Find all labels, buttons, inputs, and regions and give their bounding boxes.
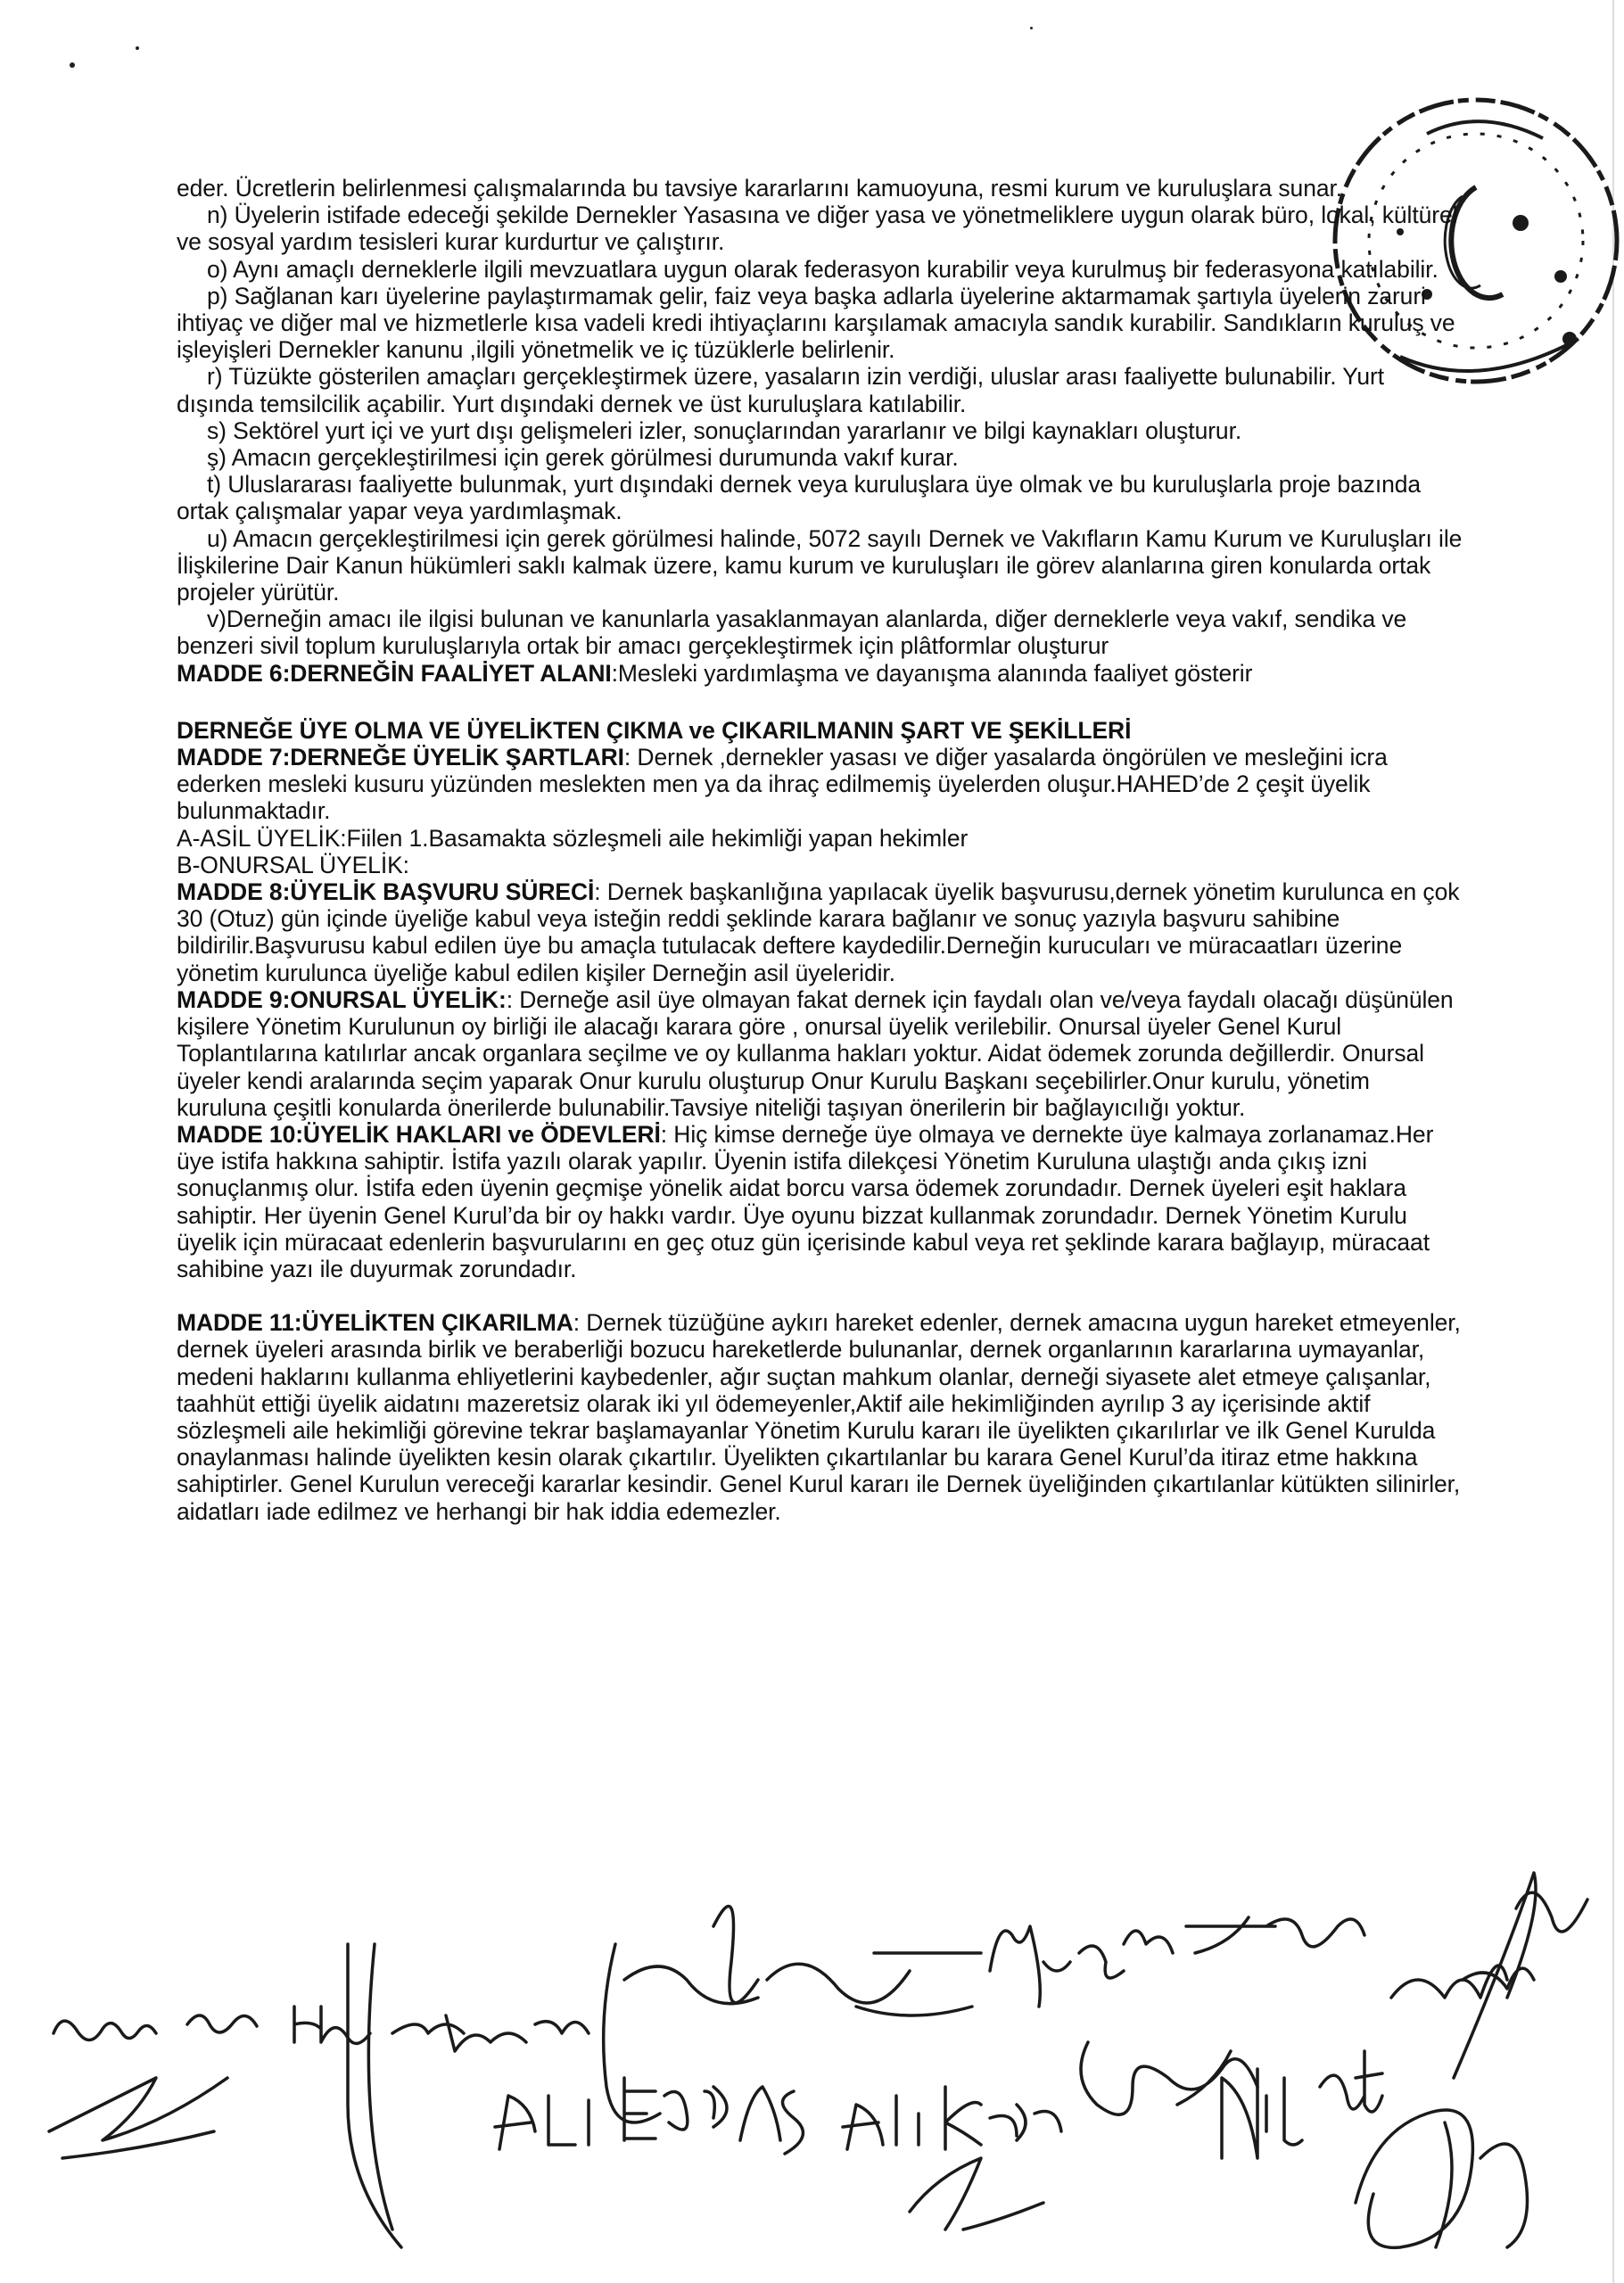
paragraph: u) Amacın gerçekleştirilmesi için gerek görülmesi halinde, 5072 sayılı Dernek ve Vakıfların Kamu Kurum ve Kuruluşları ile İlişkilerine Dair Kanun hükümleri saklı kalmak üzere, kamu kurum ve kuruluşları ile görev alanlarına giren konularda ortak projeler yürütür.	[177, 524, 1463, 606]
signature	[1356, 2110, 1528, 2247]
scan-speck	[136, 46, 139, 50]
paragraph: v)Derneğin amacı ile ilgisi bulunan ve kanunlarla yasaklanmayan alanlarda, diğer derneklerle veya vakıf, sendika ve benzeri sivil toplum kuruluşlarıyla ortak bir amacı gerçekleştirmek için plâtformlar oluşturur	[177, 606, 1407, 660]
document-body	[177, 175, 1465, 1525]
article-text: : Derneğe asil üye olmayan fakat dernek için faydalı olan ve/veya faydalı olacağı düşünülen kişilere Yönetim Kurulunun oy birliği ile alacağı karara göre , onursal üyelik verilebilir. Onursal üyeler Genel Kurul Toplantılarına katılırlar ancak organlara seçilme ve oy kullanma hakları yoktur. Aidat ödemek zorunda değillerdir. Onursal üyeler kendi aralarında seçim yaparak Onur kurulu oluşturup Onur Kurulu Başkanı seçebilirler.Onur kurulu, yönetim kuruluna çeşitli konularda önerilerde bulunabilir.Tavsiye niteliği taşıyan önerilerin bir bağlayıcılığı yoktur.	[177, 985, 1454, 1121]
paragraph: n) Üyelerin istifade edeceği şekilde Dernekler Yasasına ve diğer yasa ve yönetmeliklere uygun olarak büro, lokal, kültürel ve sosyal yardım tesisleri kurar kurdurtur ve çalıştırır.	[177, 202, 1458, 256]
article-text: : Dernek başkanlığına yapılacak üyelik başvurusu,dernek yönetim kurulunca en çok 30 (Otuz) gün içinde üyeliğe kabul veya isteğin reddi şeklinde karara bağlanır ve sonuç yazıyla başvuru sahibine bildirilir.Başvurusu kabul edilen üye bu amaçla tutulacak deftere kaydedilir.Derneğin kurucuları ve müracaatları üzerine yönetim kurulunca üyeliğe kabul edilen kişiler Derneğin asil üyeleridir.	[177, 878, 1460, 986]
signature	[1081, 2042, 1257, 2114]
signature	[843, 2087, 1061, 2149]
article-heading: MADDE 8:ÜYELİK BAŞVURU SÜRECİ	[177, 878, 595, 906]
membership-type-a: A-ASİL ÜYELİK:Fiilen 1.Basamakta sözleşmeli aile hekimliği yapan hekimler	[177, 824, 969, 852]
article-heading: MADDE 6:DERNEĞİN FAALİYET ALANI	[177, 659, 612, 687]
scan-speck	[1030, 27, 1033, 29]
paragraph: t) Uluslararası faaliyette bulunmak, yurt dışındaki dernek veya kuruluşlara üye olmak ve bu kuruluşlarla proje bazında ortak çalışmalar yapar veya yardımlaşmak.	[177, 471, 1421, 525]
article-text: : Hiç kimse derneğe üye olmaya ve dernekte üye kalmaya zorlanamaz.Her üye istifa hakkına sahiptir. İstifa yazılı olarak yapılır. Üyenin istifa dilekçesi Yönetim Kuruluna ulaştığı anda çıkış izni sonuçlanmış olur. İstifa eden üyenin geçmişe yönelik aidat borcu varsa ödemek zorundadır. Dernek üyeleri eşit haklara sahiptir. Her üyenin Genel Kurul’da bir oy hakkı vardır. Üye oyunu bizzat kullanmak zorundadır. Dernek Yönetim Kurulu üyelik için müracaat edenlerin başvurularını en geç otuz gün içerisinde kabul veya ret şeklinde karara bağlayıp, müracaat sahibine yazı ile duyurmak zorundadır.	[177, 1120, 1434, 1282]
signature	[990, 1917, 1364, 2007]
signature	[294, 2007, 589, 2051]
paragraph: s) Sektörel yurt içi ve yurt dışı gelişmeleri izler, sonuçlarından yararlanır ve bilgi kaynakları oluşturur.	[207, 416, 1242, 444]
article-8	[177, 878, 1465, 986]
paragraph: r) Tüzükte gösterilen amaçları gerçekleştirmek üzere, yasaların izin verdiği, uluslar arası faaliyette bulunabilir. Yurt dışında temsilcilik açabilir. Yurt dışındaki dernek ve üst kuruluşlara katılabilir.	[177, 363, 1384, 417]
article-10	[177, 1121, 1465, 1282]
paragraph: ş) Amacın gerçekleştirilmesi için gerek görülmesi durumunda vakıf kurar.	[207, 444, 959, 472]
membership-type-b: B-ONURSAL ÜYELİK:	[177, 851, 409, 878]
signature	[54, 2021, 156, 2040]
paragraph: eder. Ücretlerin belirlenmesi çalışmalarında bu tavsiye kararlarını kamuoyuna, resmi kurum ve kuruluşlara sunar.	[177, 175, 1342, 202]
article-heading: MADDE 7:DERNEĞE ÜYELİK ŞARTLARI	[177, 744, 624, 771]
article-heading: MADDE 9:ONURSAL ÜYELİK:	[177, 985, 507, 1013]
signature	[49, 2078, 227, 2158]
signature	[495, 2078, 803, 2154]
article-7	[177, 744, 1465, 825]
section-title: DERNEĞE ÜYE OLMA VE ÜYELİKTEN ÇIKMA ve ÇIKARILMANIN ŞART VE ŞEKİLLERİ	[177, 716, 1132, 744]
signature	[604, 1907, 981, 2123]
article-text: :Mesleki yardımlaşma ve dayanışma alanında faaliyet gösterir	[611, 659, 1253, 687]
article-heading: MADDE 11:ÜYELİKTEN ÇIKARILMA	[177, 1309, 573, 1337]
article-text: : Dernek tüzüğüne aykırı hareket edenler, dernek amacına uygun hareket etmeyenler, dernek üyeleri arasında birlik ve beraberliği bozucu hareketlerde bulunanlar, dernek organlarının kararlarına uymayanlar, medeni haklarını kullanma ehliyetlerini kaybedenler, ağır suçtan mahkum olanlar, derneği siyasete alet etmeye çalışanlar, taahhüt ettiği üyelik aidatını mazeretsiz olarak iki yıl ödemeyenler,Aktif aile hekimliğinden ayrılıp 3 ay içerisinde aktif sözleşmeli aile hekimliği görevine tekrar başlamayanlar Yönetim Kurulu kararı ile üyelikten çıkarılırlar ve ilk Genel Kurulda onaylanması halinde üyelikten kesin olarak çıkartılır. Üyelikten çıkartılanlar bu karara Genel Kurul’da itiraz etme hakkına sahiptirler. Genel Kurulun vereceği kararlar kesindir. Genel Kurul kararı ile Dernek üyeliğinden çıkartılanlar kütükten silinirler, aidatları iade edilmez ve herhangi bir hak iddia edemezler.	[177, 1309, 1461, 1525]
signature	[1391, 1892, 1587, 1998]
article-6	[177, 660, 1465, 687]
article-9	[177, 986, 1465, 1121]
article-heading: MADDE 10:ÜYELİK HAKLARI ve ÖDEVLERİ	[177, 1120, 661, 1148]
scan-speck	[70, 62, 75, 68]
signature	[1454, 1873, 1536, 2078]
signature	[187, 2015, 257, 2032]
article-11	[177, 1309, 1465, 1525]
article-text: : Dernek ,dernekler yasası ve diğer yasalarda öngörülen ve mesleğini icra ederken mesleki kusuru yüzünden meslekten men ya da ihraç edilmemiş üyelerden oluşur.HAHED’de 2 çeşit üyelik bulunmaktadır.	[177, 744, 1388, 825]
paragraph: o) Aynı amaçlı derneklerle ilgili mevzuatlara uygun olarak federasyon kurabilir veya kurulmuş bir federasyona katılabilir.	[207, 255, 1439, 283]
paragraph: p) Sağlanan karı üyelerine paylaştırmamak gelir, faiz veya başka adlarla üyelerine aktarmamak şartıyla üyelerin zaruri ihtiyaç ve diğer mal ve hizmetlerle kısa vadeli kredi ihtiyaçlarını karşılamak amacıyla sandık kurabilir. Sandıkların kuruluş ve işleyişleri Dernekler kanunu ,ilgili yönetmelik ve iç tüzüklerle belirlenir.	[177, 282, 1455, 364]
signature	[1222, 2051, 1382, 2158]
signature-name: Hale Kıncıoğlu	[0, 0, 6, 1]
signature	[910, 2158, 1043, 2229]
signature	[348, 1944, 401, 2247]
